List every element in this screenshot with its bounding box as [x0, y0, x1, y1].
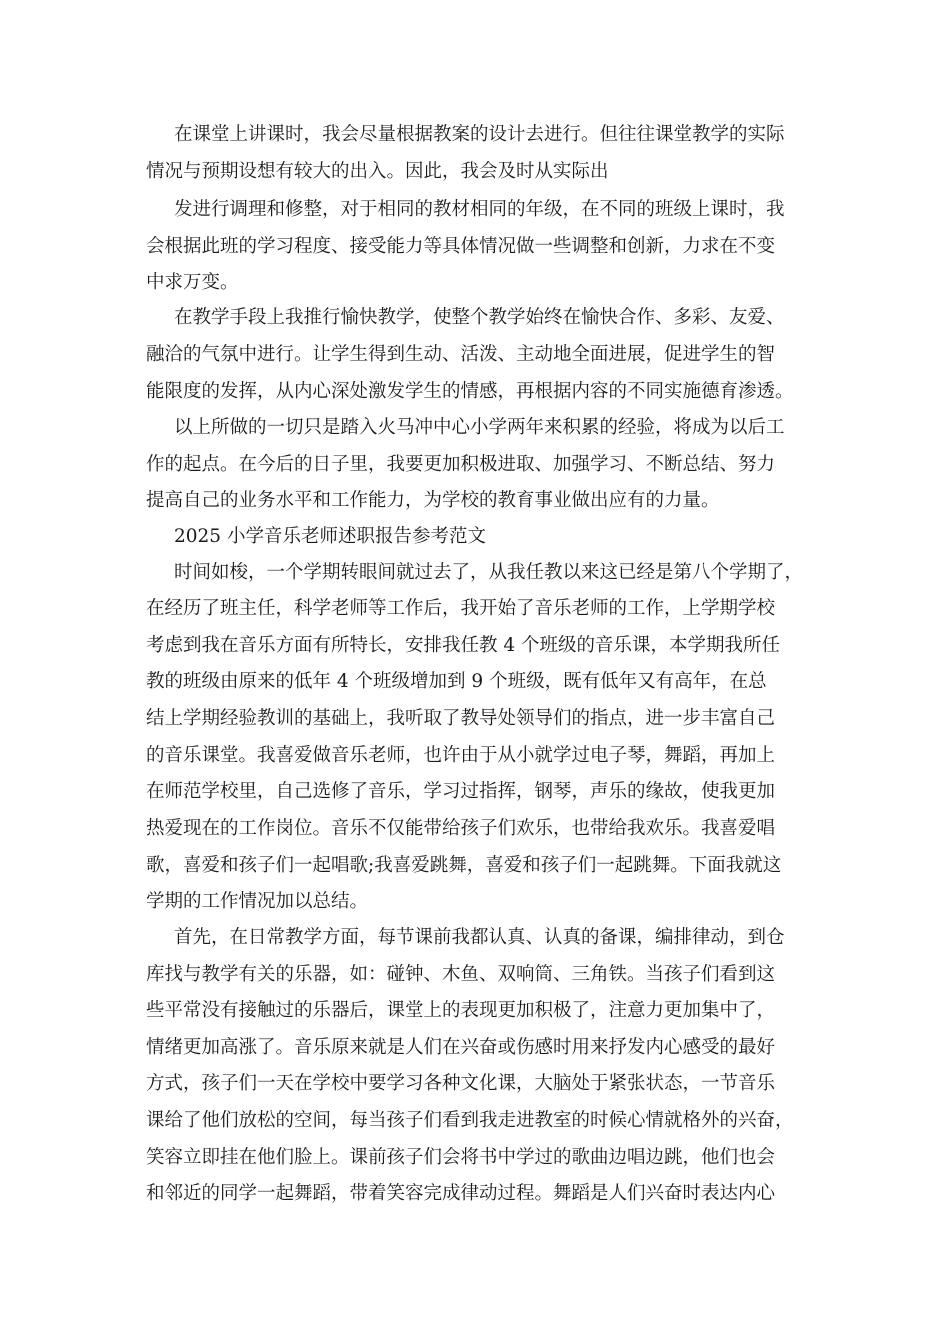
text-line: 在师范学校里，自己选修了音乐，学习过指挥，钢琴，声乐的缘故，使我更加 — [146, 781, 776, 802]
text-line: 库找与教学有关的乐器，如：碰钟、木鱼、双响筒、三角铁。当孩子们看到这 — [146, 964, 776, 985]
text-line: 时间如梭，一个学期转眼间就过去了，从我任教以来这已经是第八个学期了， — [174, 562, 804, 583]
text-line: 在教学手段上我推行愉快教学，使整个教学始终在愉快合作、多彩、友爱、 — [174, 307, 785, 328]
text-line: 会根据此班的学习程度、接受能力等具体情况做一些调整和创新，力求在不变 — [146, 236, 776, 257]
text-line: 热爱现在的工作岗位。音乐不仅能带给孩子们欢乐，也带给我欢乐。我喜爱唱 — [146, 818, 776, 839]
text-line: 课给了他们放松的空间，每当孩子们看到我走进教室的时候心情就格外的兴奋， — [146, 1110, 794, 1131]
text-line: 首先，在日常教学方面，每节课前我都认真、认真的备课，编排律动，到仓 — [174, 927, 785, 948]
text-line: 作的起点。在今后的日子里，我要更加积极进取、加强学习、不断总结、努力 — [146, 454, 776, 475]
section-heading: 2025 小学音乐老师述职报告参考范文 — [174, 526, 486, 547]
text-line: 能限度的发挥，从内心深处激发学生的情感，再根据内容的不同实施德育渗透。 — [146, 381, 794, 402]
text-line: 的音乐课堂。我喜爱做音乐老师，也许由于从小就学过电子琴，舞蹈，再加上 — [146, 745, 776, 766]
text-line: 学期的工作情况加以总结。 — [146, 891, 369, 912]
text-line: 情绪更加高涨了。音乐原来就是人们在兴奋或伤感时用来抒发内心感受的最好 — [146, 1037, 776, 1058]
text-line: 笑容立即挂在他们脸上。课前孩子们会将书中学过的歌曲边唱边跳，他们也会 — [146, 1147, 776, 1168]
text-line: 融洽的气氛中进行。让学生得到生动、活泼、主动地全面进展，促进学生的智 — [146, 344, 776, 365]
text-line: 方式，孩子们一天在学校中要学习各种文化课，大脑处于紧张状态，一节音乐 — [146, 1073, 776, 1094]
text-line: 在经历了班主任，科学老师等工作后，我开始了音乐老师的工作，上学期学校 — [146, 598, 776, 619]
text-line: 提高自己的业务水平和工作能力，为学校的教育事业做出应有的力量。 — [146, 490, 720, 511]
text-line: 发进行调理和修整，对于相同的教材相同的年级，在不同的班级上课时，我 — [174, 199, 785, 220]
text-line: 歌，喜爱和孩子们一起唱歌;我喜爱跳舞，喜爱和孩子们一起跳舞。下面我就这 — [146, 855, 782, 876]
text-line: 中求万变。 — [146, 272, 239, 293]
text-line: 以上所做的一切只是踏入火马冲中心小学两年来积累的经验，将成为以后工 — [174, 417, 785, 438]
text-line: 教的班级由原来的低年 4 个班级增加到 9 个班级，既有低年又有高年，在总 — [146, 671, 767, 692]
text-line: 在课堂上讲课时，我会尽量根据教案的设计去进行。但往往课堂教学的实际 — [174, 124, 785, 145]
text-line: 结上学期经验教训的基础上，我听取了教导处领导们的指点，进一步丰富自己 — [146, 708, 776, 729]
text-line: 些平常没有接触过的乐器后，课堂上的表现更加积极了，注意力更加集中了， — [146, 1000, 776, 1021]
text-line: 情况与预期设想有较大的出入。因此，我会及时从实际出 — [146, 161, 609, 182]
text-line: 考虑到我在音乐方面有所特长，安排我任教 4 个班级的音乐课，本学期我所任 — [146, 635, 781, 656]
text-line: 和邻近的同学一起舞蹈，带着笑容完成律动过程。舞蹈是人们兴奋时表达内心 — [146, 1183, 776, 1204]
